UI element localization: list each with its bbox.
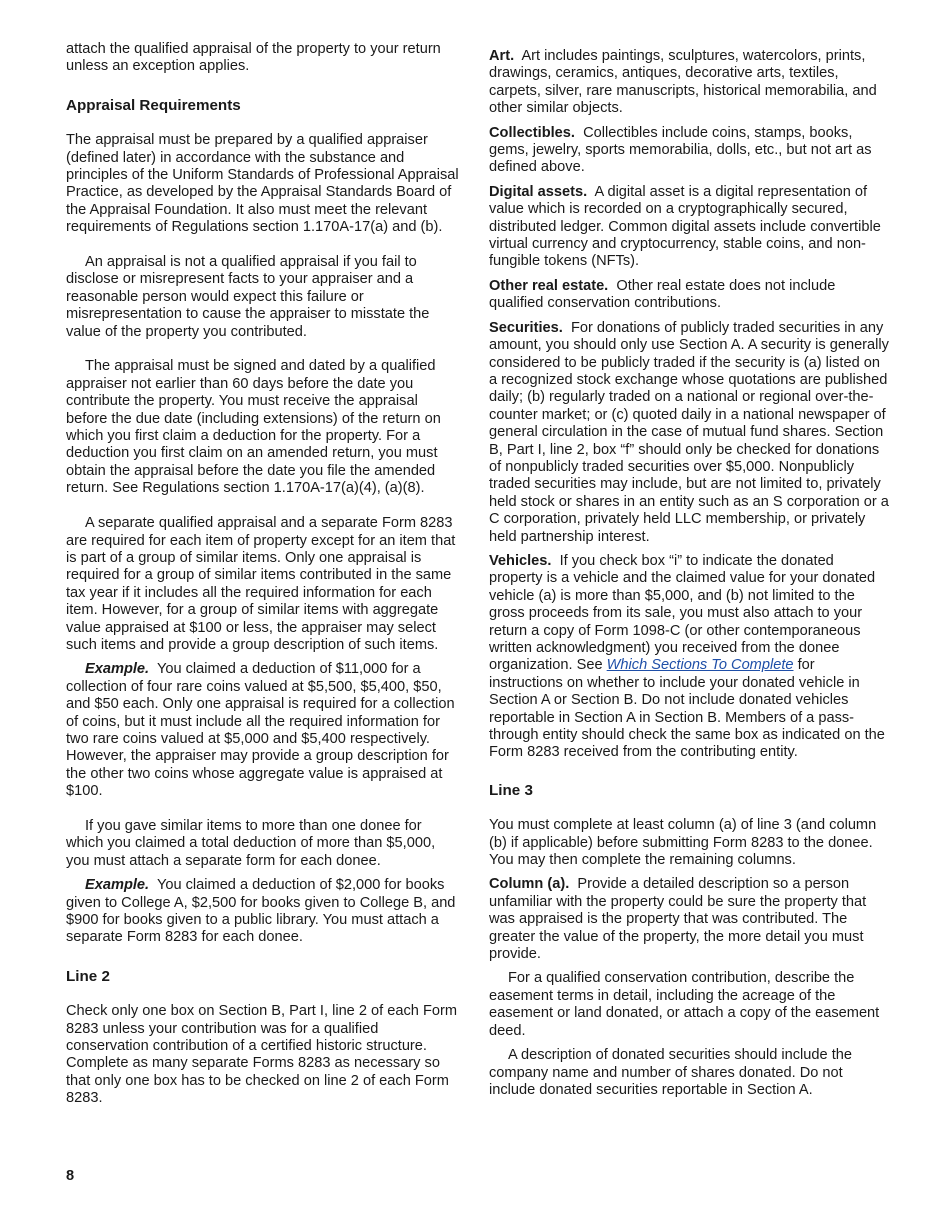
digital-assets-definition [489, 184, 889, 271]
example-books [66, 877, 462, 947]
example-text: You claimed a deduction of $2,000 for books given to College A, $2,500 for books given to College B, and $900 for books given to a public library. You must attach a separate Form 8283 for each donee. [66, 877, 456, 946]
appraisal-paragraph-3: The appraisal must be signed and dated by a qualified appraiser not earlier than 60 days before the date you contribute the property. You must receive the appraisal before the due date (including extensions) of the return on which you first claim a deduction for the property. For a deduction you first claim on an amended return, you must obtain the appraisal before the date you file the amended return. See Regulations section 1.170A-17(a)(4), (a)(8). [66, 358, 441, 497]
term-label: Securities. [489, 319, 563, 336]
term-label: Other real estate. [489, 277, 609, 294]
left-column [66, 41, 462, 1108]
term-label: Digital assets. [489, 183, 588, 200]
real-estate-definition [489, 278, 889, 313]
heading-line-3: Line 3 [489, 781, 533, 799]
term-label: Vehicles. [489, 552, 552, 569]
term-text-continued: for instructions on whether to include your donated vehicle in Section A or Section B. Do not include donated vehicles reportable in Section A in Section B. Members of a pass-through entity should check the same box as indicated on the Form 8283 received from the contributing entity. [489, 657, 885, 761]
collectibles-definition [489, 125, 889, 177]
line-3-paragraph: You must complete at least column (a) of line 3 (and column (b) if applicable) before submitting Form 8283 to the donee. You may then complete the remaining columns. [489, 817, 877, 869]
term-label: Column (a). [489, 876, 570, 893]
heading-line-2: Line 2 [66, 967, 110, 985]
term-text: Art includes paintings, sculptures, watercolors, prints, drawings, ceramics, antiques, decorative arts, textiles, carpets, silver, rare manuscripts, historical memorabilia, and other similar objects. [489, 48, 877, 117]
term-text: Collectibles include coins, stamps, books, gems, jewelry, sports memorabilia, dolls, etc., but not art as defined above. [489, 124, 872, 176]
appraisal-paragraph-5: If you gave similar items to more than one donee for which you claimed a total deduction of more than $5,000, you must attach a separate form for each donee. [66, 817, 436, 869]
appraisal-paragraph-2: An appraisal is not a qualified appraisal if you fail to disclose or misrepresent facts to your appraiser and a reasonable person would expect this failure or misrepresentation to cause the appraiser to misstate the value of the property you contributed. [66, 254, 430, 340]
example-text: You claimed a deduction of $11,000 for a collection of four rare coins valued at $5,500, $5,400, $50, and $50 each. Only one appraisal is required for a collection of coins, but it must include all the required information for two rare coins valued at $5,000 and $5,400 respectively. However, the appraiser may provide a group description for the other two coins whose aggregate value is appraised at $100. [66, 661, 455, 800]
continued-paragraph: attach the qualified appraisal of the property to your return unless an exception applies. [66, 41, 441, 75]
line-2-paragraph: Check only one box on Section B, Part I, line 2 of each Form 8283 unless your contribution was for a qualified conservation contribution of a certified historic structure. Complete as many separate Forms 8283 as necessary so that only one box has to be checked on line 2 of each Form 8283. [66, 1003, 457, 1107]
term-text: Provide a detailed description so a person unfamiliar with the property could be sure the property that was appraised is the property that was contributed. The greater the value of the property, the more detail you must provide. [489, 876, 867, 963]
example-coins [66, 661, 462, 800]
term-text: A digital asset is a digital representation of value which is recorded on a cryptographically secured, distributed ledger. Common digital assets include convertible virtual currency and cryptocurrency, stable coins, and non-fungible tokens (NFTs). [489, 183, 881, 270]
art-definition [489, 48, 889, 118]
example-label: Example. [85, 661, 150, 678]
page-number: 8 [66, 1168, 75, 1184]
term-text: If you check box “i” to indicate the donated property is a vehicle and the claimed value for your donated vehicle (a) is more than $5,000, and (b) not limited to the gross proceeds from its sale, you must also attach to your return a copy of Form 1098-C (or other contemporaneous written acknowledgment) you received from the donee organization. See [489, 552, 876, 674]
example-label: Example. [85, 877, 150, 894]
column-a-definition [489, 876, 889, 963]
securities-definition [489, 320, 889, 546]
term-text: Other real estate does not include qualified conservation contributions. [489, 277, 836, 312]
term-label: Art. [489, 48, 515, 64]
right-column [489, 48, 889, 1099]
securities-description-paragraph: A description of donated securities should include the company name and number of shares donated. Do not include donated securities reportable in Section A. [489, 1047, 852, 1098]
term-text: For donations of publicly traded securities in any amount, you should only use Section A. A security is generally considered to be publicly traded if the security is (a) listed on a recognized stock exchange whose quotations are published daily; (b) regularly traded on a national or regional over-the-counter market; or (c) quoted daily in a national newspaper of general circulation in the case of mutual fund shares. Section B, Part I, line 2, box “f” should only be checked for donations of nonpublicly traded securities over $5,000. Nonpublicly traded securities may include, but are not limited to, privately held stock or shares in an entity such as an S corporation or a C corporation, privately held LLC membership, or privately held partnership interest. [489, 319, 889, 545]
appraisal-paragraph-4: A separate qualified appraisal and a separate Form 8283 are required for each item of property except for an item that is part of a group of similar items. Only one appraisal is required for a group of similar items contributed in the same tax year if it includes all the required information for each item. However, for a group of similar items with aggregate value appraised at $100 or less, the appraiser may select such items and provide a group description of such items. [66, 515, 456, 653]
which-sections-link[interactable]: Which Sections To Complete [606, 657, 794, 674]
heading-appraisal-requirements: Appraisal Requirements [66, 96, 241, 114]
appraisal-paragraph-1: The appraisal must be prepared by a qualified appraiser (defined later) in accordance with the substance and principles of the Uniform Standards of Professional Appraisal Practice, as developed by the Appraisal Standards Board of the Appraisal Foundation. It also must meet the relevant requirements of Regulations section 1.170A-17(a) and (b). [66, 132, 459, 236]
vehicles-definition [489, 553, 889, 762]
term-label: Collectibles. [489, 124, 575, 141]
conservation-paragraph: For a qualified conservation contribution, describe the easement terms in detail, including the acreage of the easement or land donated, or attach a copy of the easement deed. [489, 970, 880, 1039]
